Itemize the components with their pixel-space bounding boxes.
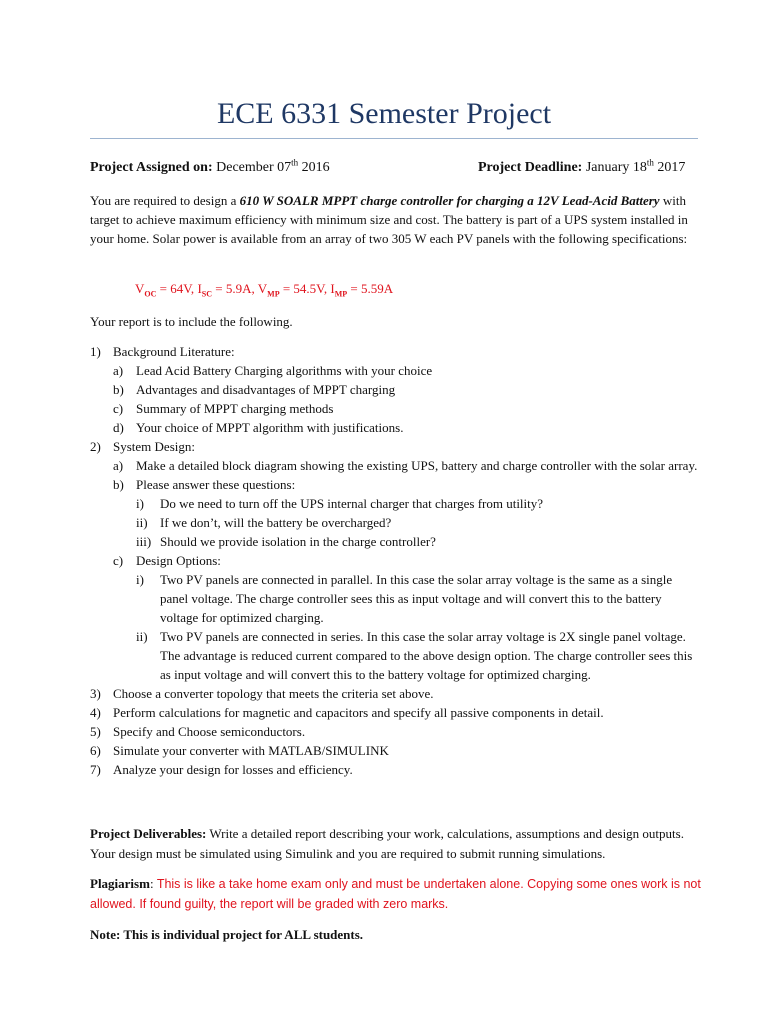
spec-voc-symbol: V [135,281,145,296]
list-item-text: Analyze your design for losses and efficiency. [113,762,353,777]
list-item [90,342,702,361]
list-item [90,570,702,627]
list-item-text: Summary of MPPT charging methods [136,401,334,416]
list-item-text: Specify and Choose semiconductors. [113,724,306,739]
list-item-number: iii) [136,534,152,549]
spec-voc-value: = 64V, [156,281,198,296]
list-item [90,551,702,570]
list-item-text: Background Literature: [113,344,235,359]
list-item-text: Make a detailed block diagram showing the existing UPS, battery and charge controller with the solar array. [136,458,698,473]
list-item [90,741,702,760]
list-item-number: 6) [90,743,101,758]
list-item [90,513,702,532]
list-item [90,475,702,494]
list-item-number: 3) [90,686,101,701]
list-item-number: 2) [90,439,101,454]
spec-isc-symbol: I [197,281,202,296]
spec-vmp-value: = 54.5V, [279,281,331,296]
spec-vmp-symbol: V [257,281,268,296]
list-item-text: Your choice of MPPT algorithm with justifications. [136,420,404,435]
deadline-value: January 18 [585,160,647,175]
assigned-year: 2016 [298,160,330,175]
assigned-date [90,158,330,178]
deadline-date [478,158,685,178]
deliverables-text: Write a detailed report describing your work, calculations, assumptions and design outputs. Your design must be simulated using Simulink and you are required to submit running simulations. [90,826,684,861]
spec-isc-value: = 5.9A, [212,281,258,296]
list-item-text: Two PV panels are connected in parallel. In this case the solar array voltage is the same as a single panel voltage. The charge controller sees this as input voltage and will convert this to the battery voltage for optimized charging. [160,572,673,625]
spec-vmp-sub: MP [267,289,280,299]
list-item-text: Perform calculations for magnetic and capacitors and specify all passive components in detail. [113,705,604,720]
list-item-number: c) [113,553,124,568]
assigned-label: Project Assigned on: [90,160,213,175]
list-item-number: b) [113,382,124,397]
list-item-number: c) [113,401,124,416]
list-item-number: ii) [136,629,148,644]
deliverables-label: Project Deliverables: [90,826,207,841]
plagiarism-label: Plagiarism [90,876,150,891]
list-item-number: i) [136,572,144,587]
list-item [90,494,702,513]
list-item [90,760,702,779]
plagiarism-paragraph [90,874,702,914]
list-item-text: Do we need to turn off the UPS internal charger that charges from utility? [160,496,544,511]
assigned-sup: th [291,157,299,168]
individual-note: Note: This is individual project for ALL students. [90,927,364,942]
list-item-number: d) [113,420,124,435]
list-item-text: If we don’t, will the battery be overcharged? [160,515,392,530]
spec-imp-value: = 5.59A [347,281,394,296]
list-item [90,437,702,456]
requirements-list [90,342,702,779]
list-item-text: Advantages and disadvantages of MPPT charging [136,382,396,397]
list-item-text: Choose a converter topology that meets the criteria set above. [113,686,434,701]
spec-isc-sub: SC [201,289,213,299]
intro-paragraph [90,191,702,248]
list-item-number: 7) [90,762,101,777]
list-item-text: System Design: [113,439,195,454]
list-item [90,361,702,380]
page-title: ECE 6331 Semester Project [216,97,552,130]
list-item-number: i) [136,496,144,511]
list-item-number: 4) [90,705,101,720]
list-item [90,532,702,551]
list-item-number: b) [113,477,124,492]
intro-emphasis: 610 W SOALR MPPT charge controller for charging a 12V Lead-Acid Battery [239,193,660,208]
plagiarism-text: This is like a take home exam only and must be undertaken alone. Copying some ones work is not allowed. If found guilty, the report will be graded with zero marks. [90,877,701,911]
spec-voc-sub: OC [144,289,157,299]
plagiarism-separator: : [149,876,157,891]
assigned-value: December 07 [216,160,292,175]
intro-pre: You are required to design a [90,193,240,208]
report-intro: Your report is to include the following. [90,314,293,329]
list-item-number: a) [113,363,124,378]
panel-specifications [135,279,393,298]
list-item-number: a) [113,458,124,473]
list-item-number: ii) [136,515,148,530]
list-item-number: 5) [90,724,101,739]
list-item-text: Two PV panels are connected in series. In this case the solar array voltage is 2X single panel voltage. The advantage is reduced current compared to the above design option. The charge controller sees this as input voltage and will convert this to the battery voltage for optimized charging. [160,629,693,682]
list-item-text: Design Options: [136,553,221,568]
list-item [90,684,702,703]
deadline-year: 2017 [653,160,686,175]
intro-post: with target to achieve maximum efficiency with minimum size and cost. The battery is part of a UPS system installed in your home. Solar power is available from an array of two 305 W each PV panels with the following specifications: [90,193,688,246]
list-item-number: 1) [90,344,101,359]
list-item [90,399,702,418]
list-item-text: Please answer these questions: [136,477,296,492]
list-item [90,703,702,722]
spec-imp-symbol: I [330,281,335,296]
list-item [90,722,702,741]
deliverables-paragraph [90,824,702,864]
title-divider [90,138,698,139]
list-item-text: Should we provide isolation in the charge controller? [160,534,436,549]
spec-imp-sub: MP [334,289,348,299]
list-item [90,456,702,475]
list-item-text: Lead Acid Battery Charging algorithms with your choice [136,363,433,378]
deadline-label: Project Deadline: [478,160,583,175]
list-item [90,380,702,399]
deadline-sup: th [646,157,654,168]
list-item [90,627,702,684]
list-item-text: Simulate your converter with MATLAB/SIMULINK [113,743,389,758]
list-item [90,418,702,437]
